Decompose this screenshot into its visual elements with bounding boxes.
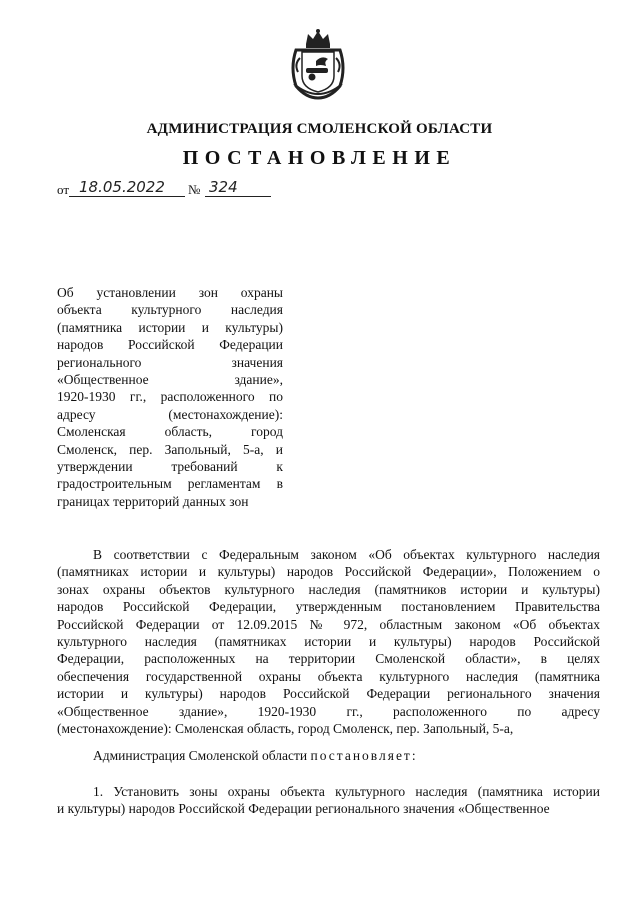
from-label: от <box>57 182 70 197</box>
preamble-line: истории и культуры) народов Российской Федерации регионального значения <box>57 686 600 702</box>
subject-line: Смоленская область, город <box>57 424 283 440</box>
preamble-line: «Общественное здание», 1920-1930 гг., расположенного по адресу <box>57 703 600 719</box>
subject-line: объекта культурного наследия <box>57 302 283 318</box>
subject-line: адресу (местонахождение): <box>57 406 283 422</box>
subject-line: «Общественное здание», <box>57 372 283 388</box>
subject-line: градостроительным регламентам в <box>57 476 283 492</box>
subject-line: Об установлении зон охраны <box>57 285 283 300</box>
preamble-line: культурного наследия (памятниках истории и культуры) народов Российской <box>57 634 600 650</box>
document-number: 324 <box>209 178 238 196</box>
subject-line: (памятника истории и культуры) <box>57 319 283 335</box>
preamble-line: народов Российской Федерации, утвержденным постановлением Правительства <box>57 599 600 615</box>
resolution-line <box>57 747 600 764</box>
preamble-line: (местонахождение): Смоленская область, город Смоленск, пер. Запольный, 5-а, <box>57 721 514 737</box>
number-underline <box>205 196 271 197</box>
preamble-line: обеспечения государственной охраны объекта культурного наследия (памятника <box>57 668 600 684</box>
preamble-line: (памятниках истории и культуры) народов Российской Федерации», Положением о <box>57 564 600 580</box>
document-type-title: ПОСТАНОВЛЕНИЕ <box>182 147 457 169</box>
preamble-line: Федерации, расположенных на территории Смоленской области», в целях <box>57 651 600 667</box>
date-underline <box>69 196 185 197</box>
item-1-paragraph <box>57 783 600 818</box>
number-label: № <box>188 182 201 197</box>
preamble-line: зонах охраны объектов культурного наследия (памятников истории и культуры) <box>57 581 600 597</box>
document-date: 18.05.2022 <box>79 178 165 196</box>
resolve-verb: постановляет: <box>310 748 418 763</box>
item-1-line: и культуры) народов Российской Федерации регионального значения «Общественное <box>57 801 550 817</box>
subject-line: 1920-1930 гг., расположенного по <box>57 389 283 405</box>
preamble-paragraph <box>57 546 600 737</box>
preamble-line: В соответствии с Федеральным законом «Об объектах культурного наследия <box>93 547 600 562</box>
subject-line: Смоленск, пер. Запольный, 5-а, и <box>57 441 283 457</box>
item-1-line: 1. Установить зоны охраны объекта культурного наследия (памятника истории <box>93 784 600 799</box>
subject-line: народов Российской Федерации <box>57 337 283 353</box>
coat-of-arms-icon <box>286 28 350 100</box>
preamble-line: Российской Федерации от 12.09.2015 № 972, областным законом «Об объектах <box>57 616 600 632</box>
resolve-prefix: Администрация Смоленской области <box>93 748 308 763</box>
subject-line: границах территорий данных зон <box>57 493 249 509</box>
subject-line: утверждении требований к <box>57 459 283 475</box>
subject-line: регионального значения <box>57 354 283 370</box>
document-subject <box>57 284 283 510</box>
organization-name: АДМИНИСТРАЦИЯ СМОЛЕНСКОЙ ОБЛАСТИ <box>146 121 493 137</box>
